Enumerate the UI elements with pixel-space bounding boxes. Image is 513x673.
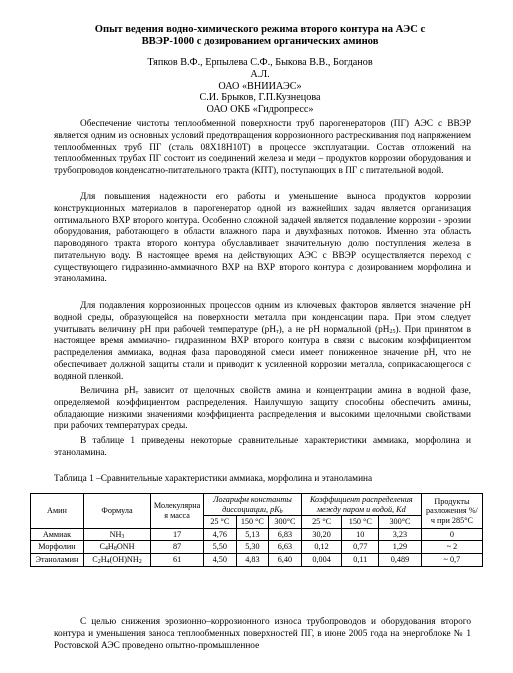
kd-cell: 0,12 bbox=[301, 541, 342, 554]
pk-cell: 4,50 bbox=[204, 553, 237, 566]
products-cell: ~ 0,7 bbox=[421, 553, 482, 566]
pk-cell: 5,50 bbox=[204, 541, 237, 554]
kd-cell: 30,20 bbox=[301, 528, 342, 541]
formula-cell: $C_2H_4(OH)NH_2$ bbox=[83, 553, 150, 566]
header-formula: Формула bbox=[83, 494, 150, 529]
temp-cell: 25 °С bbox=[301, 516, 342, 529]
paragraph-5: В таблице 1 приведены некоторые сравнительные характеристики аммиака, морфолина и этаноламина. bbox=[54, 436, 471, 458]
title-line-1: Опыт ведения водно-химического режима второго контура на АЭС с bbox=[94, 24, 426, 35]
mass-cell: 17 bbox=[151, 528, 204, 541]
paper-title bbox=[90, 24, 430, 48]
mass-cell: 87 bbox=[151, 541, 204, 554]
pk-cell: 4,83 bbox=[236, 553, 269, 566]
kd-cell: 0,77 bbox=[342, 541, 379, 554]
products-cell: ~ 2 bbox=[421, 541, 482, 554]
pk-cell: 4,76 bbox=[204, 528, 237, 541]
paragraph-4: Величина $pH_т$ зависит от щелочных свойств амина и концентрации амина в водной фазе, определяемой коэффициентом распределения. Наилучшую защиту способны обеспечить амины, обладающие низкими значениями коэффициента распределения и высокими щелочными свойствами при рабочих температурах среды. bbox=[54, 386, 471, 432]
amine-name: Морфолин bbox=[31, 541, 84, 554]
paragraph-1: Обеспечение чистоты теплообменной поверхности труб парогенераторов (ПГ) АЭС с ВВЭР является одним из основных условий предотвращения коррозионного растрескивания под напряжением теплообменных труб ПГ (сталь 08Х18Н10Т) в процессе эксплуатации. Состав отложений на теплообменных трубах ПГ состоит из соединений железа и меди – продуктов коррозии оборудования и трубопроводов конденсатно-питательного тракта (КПТ), поступающих в ПГ с питательной водой. bbox=[54, 119, 471, 176]
temp-cell: 150 °С bbox=[342, 516, 379, 529]
kd-cell: 10 bbox=[342, 528, 379, 541]
products-cell: 0 bbox=[421, 528, 482, 541]
header-products: Продукты разложения %/ ч при 285°С bbox=[421, 494, 482, 529]
table-row bbox=[31, 541, 483, 554]
formula-cell: $C_4H_8ONH$ bbox=[83, 541, 150, 554]
affiliation-1: ОАО «ВНИИАЭС» bbox=[218, 80, 302, 92]
kd-cell: 0,489 bbox=[379, 553, 422, 566]
title-line-2: ВВЭР-1000 с дозированием органических аминов bbox=[141, 36, 379, 47]
temp-cell: 25 °С bbox=[204, 516, 237, 529]
temp-cell: 300°С bbox=[269, 516, 302, 529]
pk-cell: 6,83 bbox=[269, 528, 302, 541]
affiliation-2: ОАО ОКБ «Гидропресс» bbox=[206, 104, 314, 116]
formula-cell: $NH_3$ bbox=[83, 528, 150, 541]
pk-cell: 6,63 bbox=[269, 541, 302, 554]
authors-block bbox=[140, 57, 380, 116]
table-row bbox=[31, 553, 483, 566]
table-header-row bbox=[31, 494, 483, 516]
kd-cell: 0,004 bbox=[301, 553, 342, 566]
kd-cell: 1,29 bbox=[379, 541, 422, 554]
kd-cell: 0,11 bbox=[342, 553, 379, 566]
amine-name: Этаноламин bbox=[31, 553, 84, 566]
pk-cell: 6,40 bbox=[269, 553, 302, 566]
paragraph-2: Для повышения надежности его работы и уменьшение выноса продуктов коррозии конструкционных материалов в парогенератор одной из важнейших задач является организация оптимального ВХР второго контура. Особенно сложной задачей является подавление коррозии - эрозии оборудования, работающего в области влажного пара и двухфазных потоков. Именно эта область пароводяного тракта второго контура обуславливает значительную долю поступления железа в питательную воду. В настоящее время на действующих АЭС с ВВЭР осуществляется переход с существующего гидразинно-аммиачного ВХР на ВХР второго контура с дозированием морфолина и этаноламина. bbox=[54, 192, 471, 285]
closing-paragraph: С целью снижения эрозионно–коррозионного износа трубопроводов и оборудования второго контура и уменьшения заноса теплообменных поверхностей ПГ, в июне 2005 года на энергоблоке № 1 Ростовской АЭС проведено опытно-промышленное bbox=[54, 617, 471, 651]
table-row bbox=[31, 528, 483, 541]
mass-cell: 61 bbox=[151, 553, 204, 566]
authors-line-1: Тяпков В.Ф., Ерпылева С.Ф., Быкова В.В., Богданов А.Л. bbox=[147, 57, 373, 80]
kd-cell: 3,23 bbox=[379, 528, 422, 541]
temp-cell: 150 °С bbox=[236, 516, 269, 529]
temp-cell: 300°С bbox=[379, 516, 422, 529]
header-pkb: Логарифм константы диссоциации, $pK_b$ bbox=[204, 494, 302, 516]
pk-cell: 5,13 bbox=[236, 528, 269, 541]
authors-line-2: С.И. Брыков, Г.П.Кузнецова bbox=[199, 92, 321, 104]
pk-cell: 5,30 bbox=[236, 541, 269, 554]
paragraph-3: Для подавления коррозионных процессов одним из ключевых факторов является значение pH водной среды, образующейся на поверхности металла при конденсации пара. При этом следует учитывать величину pH при рабочей температуре $(pH_т)$, а не pH нормальной $(pH_{25})$. При принятом в настоящее время аммиачно- гидразинном ВХР второго контура в связи с высоким коэффициентом распределения аммиака, водная фаза пароводяной смеси имеет пониженное значение pH, что не обеспечивает должной защиты стали и приводит к усиленной коррозии металла, соприкасающегося с водяной пленкой. bbox=[54, 301, 471, 382]
header-kd: Коэффициент распределения между паром и водой, Kd bbox=[301, 494, 421, 516]
table-caption: Таблица 1 –Сравнительные характеристики аммиака, морфолина и этаноламина bbox=[54, 474, 373, 484]
amines-table bbox=[30, 493, 483, 567]
header-mass: Молекулярна я масса bbox=[151, 494, 204, 529]
amine-name: Аммиак bbox=[31, 528, 84, 541]
header-amine: Амин bbox=[31, 494, 84, 529]
